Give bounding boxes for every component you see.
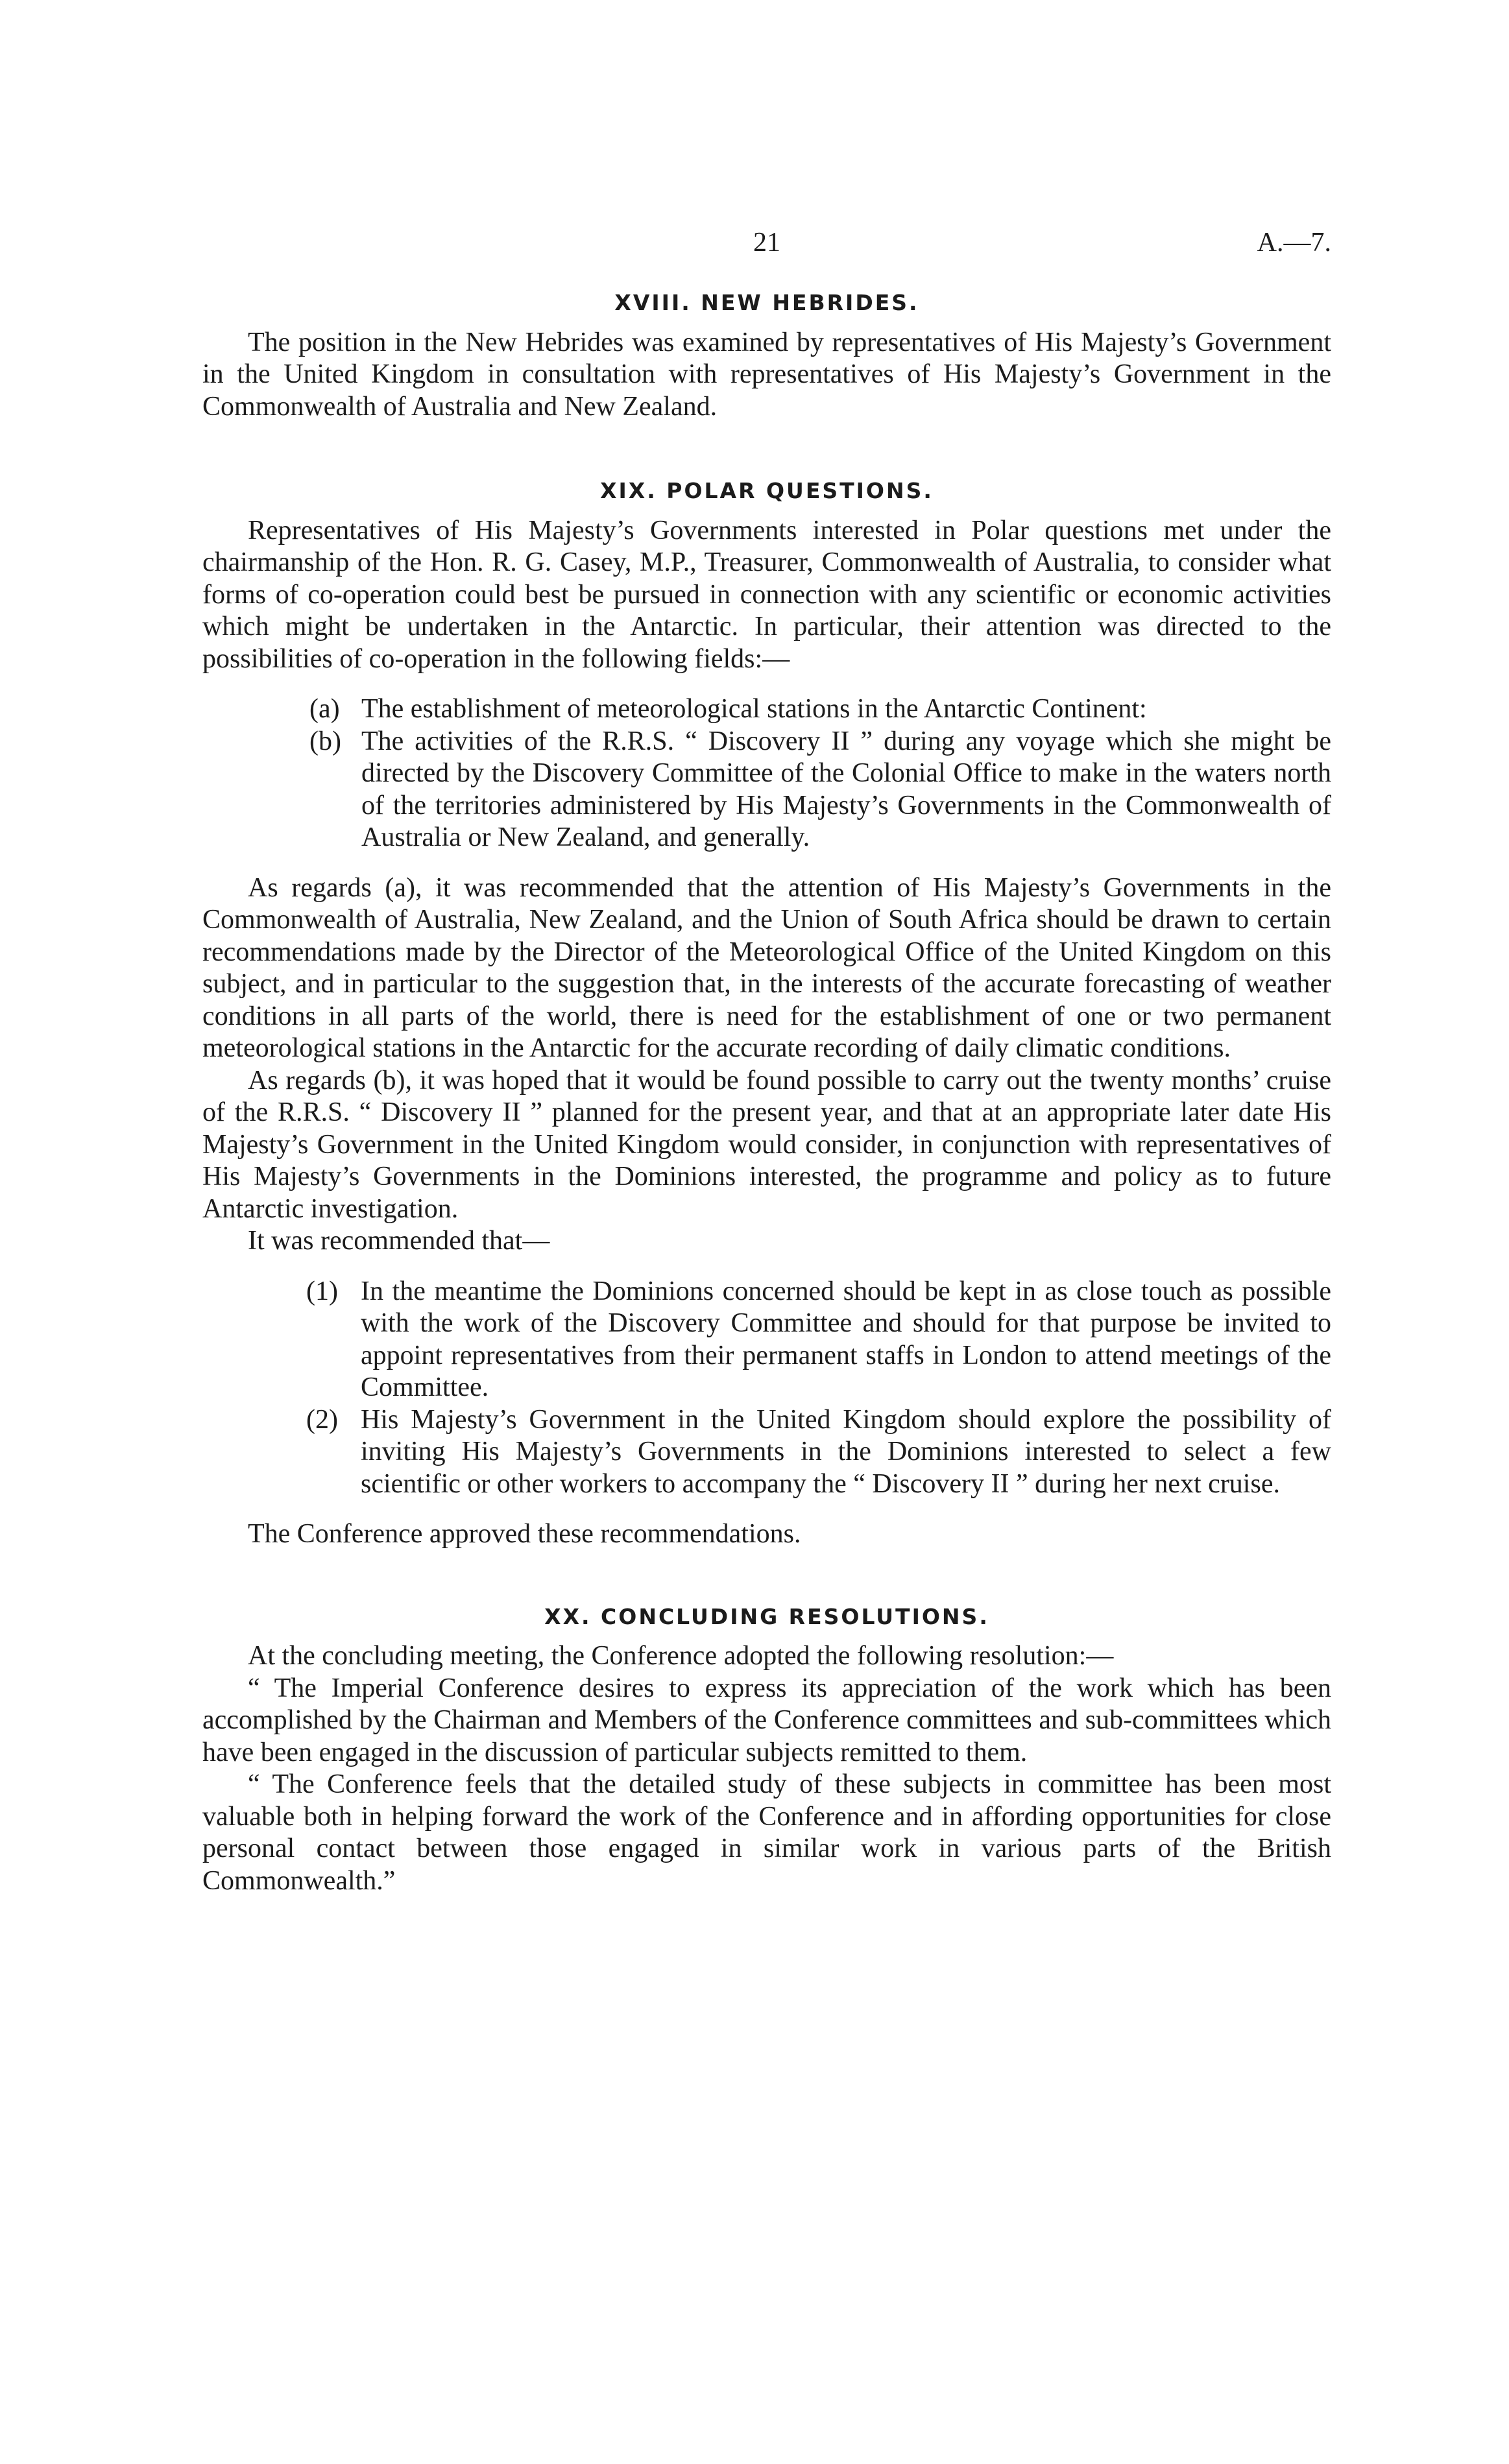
- section-polar-questions: [202, 475, 1331, 1551]
- page-header: [202, 227, 1331, 261]
- document-reference: A.—7.: [1257, 228, 1331, 257]
- list-item: [202, 693, 1331, 726]
- paragraph-quote: “ The Conference feels that the detailed study of these subjects in committee has been most valuable both in helping forward the work of the Conference and in affording opportunities for close personal contact between those engaged in similar work in various parts of the British Commonwealth.”: [202, 1769, 1331, 1896]
- paragraph: The position in the New Hebrides was examined by representatives of His Majesty’s Government in the United Kingdom in consultation with representatives of His Majesty’s Government in the Commonwealth of Australia and New Zealand.: [202, 327, 1331, 422]
- list-item-text: In the meantime the Dominions concerned should be kept in as close touch as possible with the work of the Discovery Committee and should for that purpose be invited to appoint representatives from their permanent staffs in London to attend meetings of the Committee.: [361, 1276, 1331, 1402]
- paragraph-approval: The Conference approved these recommendations.: [248, 1519, 801, 1549]
- paragraph-regards-b: As regards (b), it was hoped that it would be found possible to carry out the twenty months’ cruise of the R.R.S. “ Discovery II ” planned for the present year, and that at an appropriate later date His Majesty’s Government in the United Kingdom would consider, in conjunction with representatives of His Majesty’s Governments in the Dominions interested, the programme and policy as to future Antarctic investigation.: [202, 1065, 1331, 1224]
- list-item-text: His Majesty’s Government in the United Kingdom should explore the possibility of inviting His Majesty’s Governments in the Dominions interested to select a few scientific or other workers to accompany the “ Discovery II ” during her next cruise.: [361, 1404, 1331, 1499]
- list-item: [202, 726, 1331, 854]
- fields-list: [202, 693, 1331, 854]
- list-marker: (b): [309, 726, 341, 756]
- section-title: XVIII. NEW HEBRIDES.: [614, 290, 919, 315]
- paragraph-recommended-intro: It was recommended that—: [248, 1226, 550, 1256]
- list-item: [202, 1276, 1331, 1404]
- paragraph-intro: Representatives of His Majesty’s Governments interested in Polar questions met under the chairmanship of the Hon. R. G. Casey, M.P., Treasurer, Commonwealth of Australia, to consider what forms of co-operation could best be pursued in connection with any scientific or economic activities which might be undertaken in the Antarctic. In particular, their attention was directed to the possibilities of co-operation in the following fields:—: [202, 515, 1331, 674]
- section-title: XIX. POLAR QUESTIONS.: [600, 478, 934, 503]
- list-item: [202, 1404, 1331, 1501]
- list-marker: (1): [306, 1276, 338, 1306]
- recommendations-list: [202, 1276, 1331, 1501]
- section-title: XX. CONCLUDING RESOLUTIONS.: [544, 1603, 989, 1629]
- paragraph-quote: “ The Imperial Conference desires to express its appreciation of the work which has been accomplished by the Chairman and Members of the Conference committees and sub-committees which have been engaged in the discussion of particular subjects remitted to them.: [202, 1673, 1331, 1767]
- paragraph: At the concluding meeting, the Conference adopted the following resolution:—: [248, 1641, 1114, 1671]
- document-page: [202, 227, 1331, 1947]
- paragraph-regards-a: As regards (a), it was recommended that the attention of His Majesty’s Governments in the Commonwealth of Australia, New Zealand, and the Union of South Africa should be drawn to certain recommendations made by the Director of the Meteorological Office of the United Kingdom on this subject, and in particular to the suggestion that, in the interests of the accurate forecasting of weather conditions in all parts of the world, there is need for the establishment of one or two permanent meteorological stations in the Antarctic for the accurate recording of daily climatic conditions.: [202, 872, 1331, 1063]
- list-marker: (2): [306, 1404, 338, 1435]
- section-new-hebrides: [202, 287, 1331, 423]
- list-item-text: The activities of the R.R.S. “ Discovery II ” during any voyage which she might be directed by the Discovery Committee of the Colonial Office to make in the waters north of the territories administered by His Majesty’s Governments in the Commonwealth of Australia or New Zealand, and generally.: [361, 726, 1331, 852]
- page-number: 21: [753, 228, 780, 257]
- list-item-text: The establishment of meteorological stations in the Antarctic Continent:: [361, 694, 1147, 724]
- list-marker: (a): [309, 694, 340, 724]
- section-concluding-resolutions: [202, 1601, 1331, 1898]
